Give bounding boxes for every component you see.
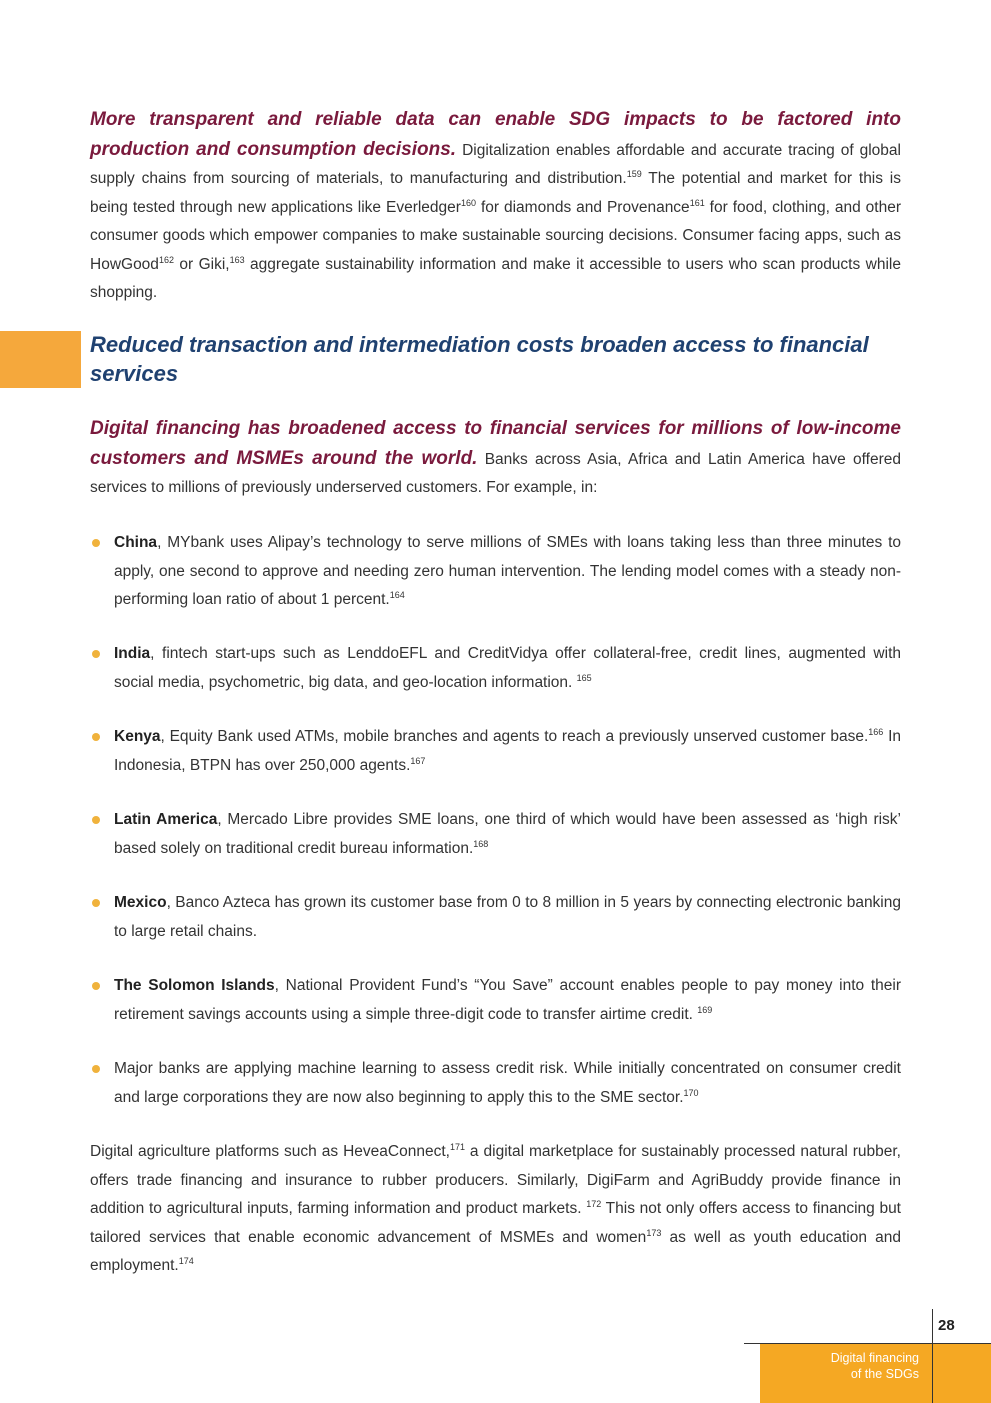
footnote-ref: 172: [586, 1198, 602, 1209]
list-item-latin-america: Latin America, Mercado Libre provides SME loans, one third of which would have been assessed as ‘high risk’ based solely on traditional credit bureau information.$^{168}$: [90, 806, 901, 863]
digital-financing-paragraph: Digital financing has broadened access to financial services for millions of low-income customers and MSMEs around the world. Banks across Asia, Africa and Latin America have offered services to millions of previously underserved customers. For example, in:: [90, 418, 901, 496]
footnote-ref: 159: [626, 168, 642, 179]
footnote-ref: 167: [410, 755, 426, 766]
footnote-ref: 163: [229, 254, 245, 265]
footnote-ref: 173: [646, 1227, 662, 1238]
bullet-icon: [92, 539, 100, 547]
list-item-china: China, MYbank uses Alipay’s technology to serve millions of SMEs with loans taking less than three minutes to apply, one second to approve and needing zero human intervention. The lending model comes with a steady non-performing loan ratio of about 1 percent.$^{164}$: [90, 529, 901, 615]
bullet-icon: [92, 899, 100, 907]
list-item-mexico: Mexico, Banco Azteca has grown its customer base from 0 to 8 million in 5 years by connecting electronic banking to large retail chains.: [90, 889, 901, 946]
bullet-icon: [92, 816, 100, 824]
footer-document-title: Digital financing of the SDGs: [830, 1351, 919, 1381]
footnote-ref: 171: [449, 1141, 465, 1152]
page-number: 28: [938, 1317, 955, 1334]
bullet-icon: [92, 982, 100, 990]
footnote-ref: 170: [683, 1087, 699, 1098]
footnote-ref: 162: [158, 254, 174, 265]
footnote-ref: 161: [689, 197, 705, 208]
footnote-ref: 174: [178, 1255, 194, 1266]
section-heading: Reduced transaction and intermediation costs broaden access to financial services: [90, 332, 869, 386]
footnote-ref: 165: [576, 672, 592, 683]
footnote-ref: 164: [389, 589, 405, 600]
footnote-ref: 160: [460, 197, 476, 208]
footnote-ref: 169: [697, 1004, 713, 1015]
agriculture-paragraph: Digital agriculture platforms such as HeveaConnect,$^{171}$ a digital marketplace for sustainably processed natural rubber, offers trade financing and insurance to rubber producers. Similarly, DigiFarm and AgriBuddy provide finance in addition to agricultural inputs, farming information and product markets. $^{172}$ This not only offers access to financing but tailored services that enable economic advancement of MSMEs and women$^{173}$ as well as youth education and employment.$^{174}$: [90, 1141, 901, 1274]
footnote-ref: 166: [868, 726, 884, 737]
list-item-machine-learning: Major banks are applying machine learning to assess credit risk. While initially concentrated on consumer credit and large corporations they are now also beginning to apply this to the SME sector.$^{170}$: [90, 1055, 901, 1112]
bullet-icon: [92, 1065, 100, 1073]
footer-rule-vertical: [932, 1309, 933, 1343]
bullet-icon: [92, 650, 100, 658]
list-item-kenya: Kenya, Equity Bank used ATMs, mobile branches and agents to reach a previously unserved customer base.$^{166}$ In Indonesia, BTPN has over 250,000 agents.$^{167}$: [90, 723, 901, 780]
section-marker: [0, 331, 81, 388]
digital-financing-lead: Digital financing has broadened access to financial services for millions of low-income customers and MSMEs around the world.: [90, 418, 901, 469]
footer-divider: [932, 1344, 933, 1403]
list-item-solomon-islands: The Solomon Islands, National Provident Fund’s “You Save” account enables people to pay money into their retirement savings accounts using a simple three-digit code to transfer airtime credit. $^{169}$: [90, 972, 901, 1029]
footnote-ref: 168: [473, 838, 489, 849]
bullet-icon: [92, 733, 100, 741]
intro-paragraph: More transparent and reliable data can enable SDG impacts to be factored into production and consumption decisions. Digitalization enables affordable and accurate tracing of global supply chains from sourcing of materials, to manufacturing and distribution.$^{159}$ The potential and market for this is being tested through new applications like Everledger$^{160}$ for diamonds and Provenance$^{161}$ for food, clothing, and other consumer goods which empower companies to make sustainable sourcing decisions. Consumer facing apps, such as HowGood$^{162}$ or Giki,$^{163}$ aggregate sustainability information and make it accessible to users who scan products while shopping.: [90, 109, 901, 301]
intro-lead: More transparent and reliable data can enable SDG impacts to be factored into production and consumption decisions.: [90, 109, 901, 160]
list-item-india: India, fintech start-ups such as LenddoEFL and CreditVidya offer collateral-free, credit lines, augmented with social media, psychometric, big data, and geo-location information. $^{165}$: [90, 640, 901, 697]
